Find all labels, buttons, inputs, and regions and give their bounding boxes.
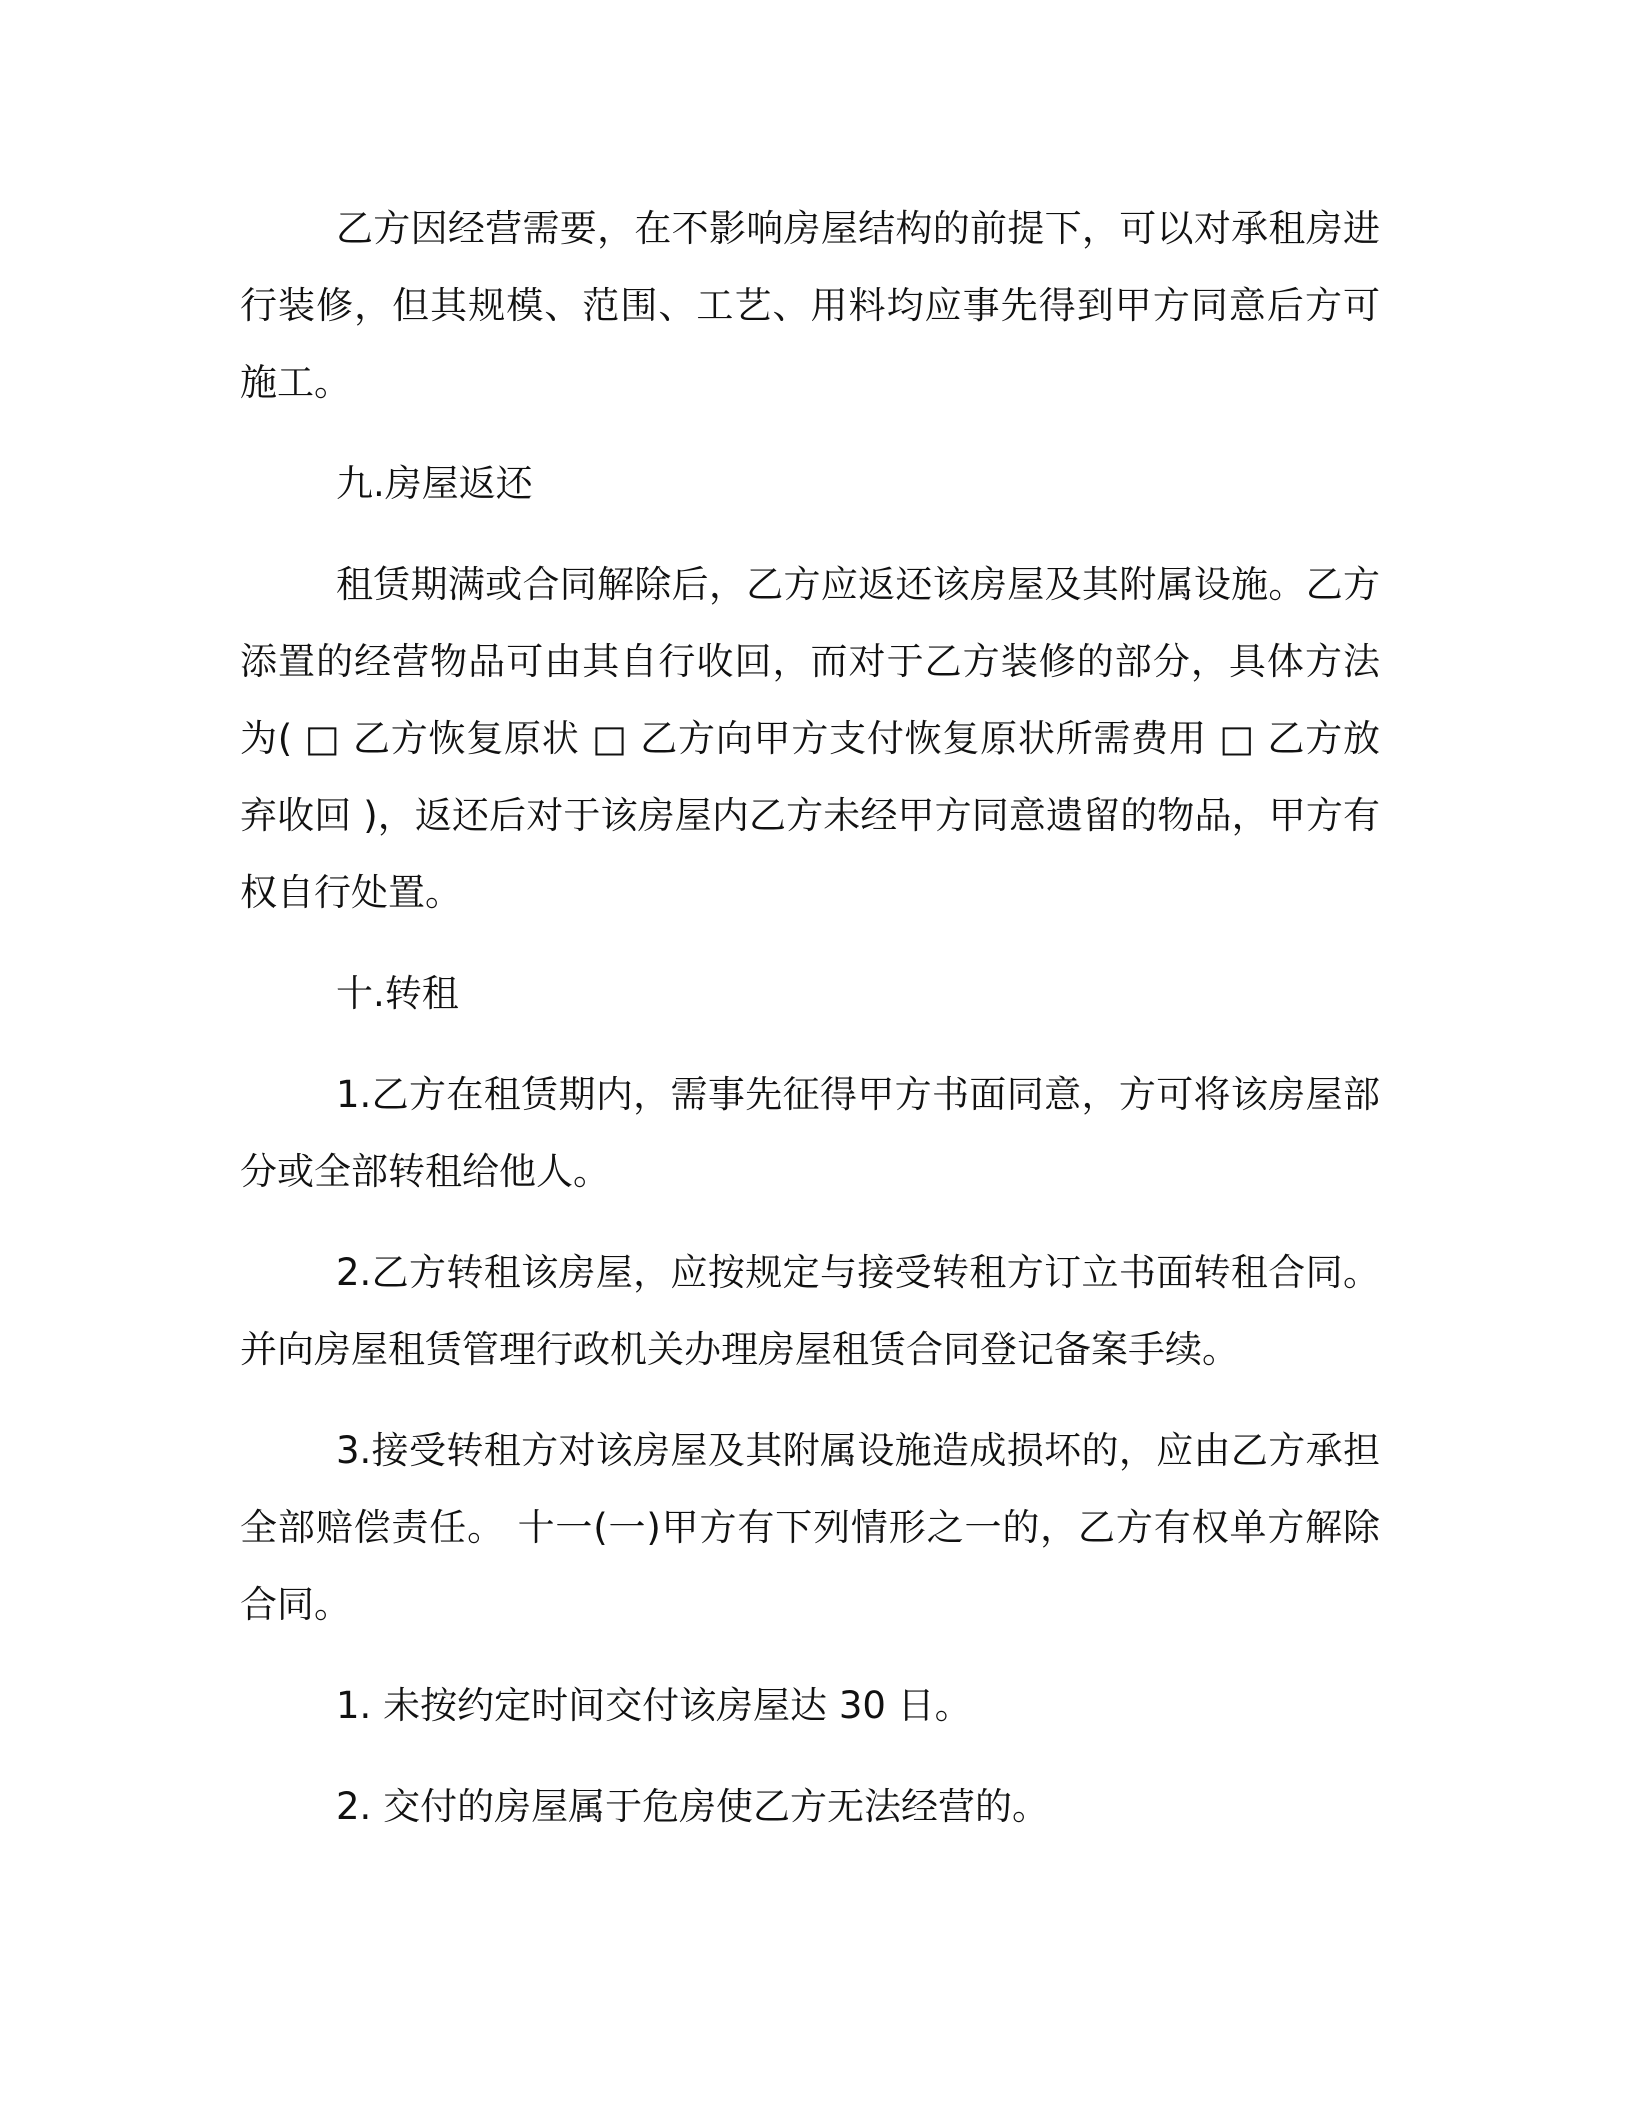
paragraph-termination-2: 2. 交付的房屋属于危房使乙方无法经营的。 xyxy=(336,1785,1050,1828)
document-body xyxy=(240,190,1380,1845)
paragraph-return: 租赁期满或合同解除后，乙方应返还该房屋及其附属设施。乙方添置的经营物品可由其自行收回，而对于乙方装修的部分，具体方法为( □ 乙方恢复原状 □ 乙方向甲方支付恢复原状所需费用 □ 乙方放弃收回 )，返还后对于该房屋内乙方未经甲方同意遗留的物品，甲方有权自行处置。 xyxy=(240,563,1380,914)
paragraph-sublet-2: 2.乙方转租该房屋，应按规定与接受转租方订立书面转租合同。并向房屋租赁管理行政机关办理房屋租赁合同登记备案手续。 xyxy=(240,1251,1380,1371)
section-heading-sublet: 十.转租 xyxy=(336,972,459,1015)
paragraph-termination-1: 1. 未按约定时间交付该房屋达 30 日。 xyxy=(336,1684,972,1727)
paragraph-renovation: 乙方因经营需要，在不影响房屋结构的前提下，可以对承租房进行装修，但其规模、范围、工艺、用料均应事先得到甲方同意后方可施工。 xyxy=(240,207,1380,404)
paragraph-sublet-3: 3.接受转租方对该房屋及其附属设施造成损坏的，应由乙方承担全部赔偿责任。 十一(一)甲方有下列情形之一的，乙方有权单方解除合同。 xyxy=(240,1429,1380,1626)
paragraph-sublet-1: 1.乙方在租赁期内，需事先征得甲方书面同意，方可将该房屋部分或全部转租给他人。 xyxy=(240,1073,1380,1193)
section-heading-return: 九.房屋返还 xyxy=(336,462,533,505)
